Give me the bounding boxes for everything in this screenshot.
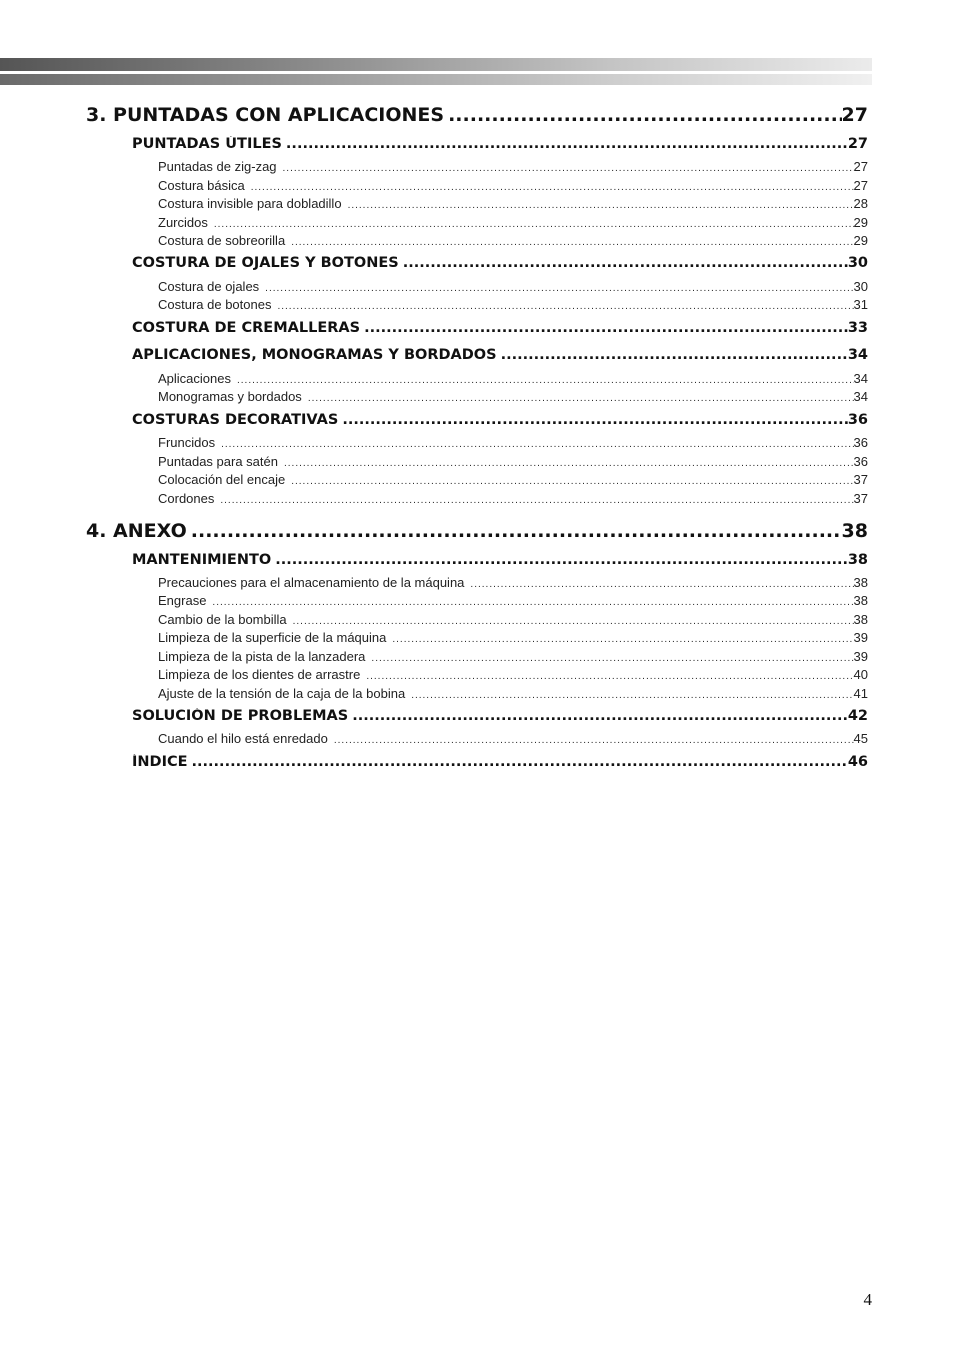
toc-entry-sub[interactable] — [158, 435, 868, 451]
dot-leader — [308, 393, 854, 404]
toc-entry-page: 45 — [853, 731, 868, 746]
dot-leader — [191, 520, 842, 542]
toc-entry-sub[interactable] — [158, 389, 868, 405]
toc-entry-title: Puntadas para satén — [158, 454, 278, 469]
dot-leader — [371, 653, 853, 664]
dot-leader — [364, 320, 848, 336]
dot-leader — [251, 182, 854, 193]
dot-leader — [286, 136, 848, 152]
toc-entry-title: SOLUCIÓN DE PROBLEMAS — [132, 708, 349, 724]
toc-entry-chap[interactable] — [86, 104, 868, 130]
dot-leader — [392, 634, 853, 645]
toc-entry-page: 38 — [853, 593, 868, 608]
toc-entry-title: Costura básica — [158, 178, 245, 193]
toc-entry-title: Colocación del encaje — [158, 472, 286, 487]
toc-entry-title: COSTURA DE OJALES Y BOTONES — [132, 255, 399, 271]
toc-entry-title: 4. ANEXO — [86, 520, 187, 542]
toc-entry-sub[interactable] — [158, 233, 868, 249]
toc-entry-sub[interactable] — [158, 575, 868, 591]
toc-entry-title: Limpieza de la superficie de la máquina — [158, 630, 387, 645]
toc-entry-page: 27 — [853, 159, 868, 174]
toc-entry-sub[interactable] — [158, 593, 868, 609]
toc-entry-title: ÍNDICE — [132, 754, 188, 770]
dot-leader — [265, 283, 853, 294]
toc-entry-title: COSTURAS DECORATIVAS — [132, 412, 339, 428]
toc-entry-sub[interactable] — [158, 649, 868, 665]
toc-entry-title: COSTURA DE CREMALLERAS — [132, 320, 361, 336]
toc-entry-page: 39 — [853, 649, 868, 664]
dot-leader — [192, 754, 848, 770]
toc-entry-page: 28 — [853, 196, 868, 211]
toc-entry-sub[interactable] — [158, 612, 868, 628]
dot-leader — [403, 255, 848, 271]
toc-entry-page: 34 — [847, 347, 868, 363]
toc-entry-page: 41 — [853, 686, 868, 701]
toc-entry-page: 37 — [853, 472, 868, 487]
toc-entry-title: Ajuste de la tensión de la caja de la bobina — [158, 686, 406, 701]
toc-entry-sub[interactable] — [158, 731, 868, 747]
toc-entry-title: Cambio de la bombilla — [158, 612, 287, 627]
header-gradient-bar-top — [0, 58, 872, 71]
toc-entry-sub[interactable] — [158, 178, 868, 194]
toc-entry-title: Limpieza de la pista de la lanzadera — [158, 649, 366, 664]
toc-entry-sec[interactable] — [132, 754, 868, 774]
toc-entry-sec[interactable] — [132, 552, 868, 572]
toc-entry-page: 29 — [853, 215, 868, 230]
dot-leader — [366, 671, 853, 682]
dot-leader — [214, 219, 854, 230]
toc-entry-page: 40 — [853, 667, 868, 682]
toc-entry-title: PUNTADAS ÚTILES — [132, 136, 282, 152]
dot-leader — [283, 163, 854, 174]
toc-entry-title: Costura de botones — [158, 297, 272, 312]
toc-entry-title: Limpieza de los dientes de arrastre — [158, 667, 361, 682]
toc-entry-page: 39 — [853, 630, 868, 645]
dot-leader — [470, 579, 853, 590]
page-number: 4 — [863, 1290, 872, 1309]
toc-entry-page: 30 — [847, 255, 868, 271]
dot-leader — [342, 412, 847, 428]
dot-leader — [277, 301, 853, 312]
toc-entry-page: 33 — [847, 320, 868, 336]
toc-entry-sec[interactable] — [132, 320, 868, 340]
dot-leader — [293, 616, 854, 627]
toc-entry-title: Cordones — [158, 491, 215, 506]
dot-leader — [284, 458, 854, 469]
toc-entry-title: MANTENIMIENTO — [132, 552, 272, 568]
toc-entry-sub[interactable] — [158, 491, 868, 507]
toc-entry-sub[interactable] — [158, 667, 868, 683]
toc-entry-title: APLICACIONES, MONOGRAMAS Y BORDADOS — [132, 347, 497, 363]
toc-entry-page: 38 — [853, 575, 868, 590]
toc-entry-page: 31 — [853, 297, 868, 312]
toc-entry-title: Engrase — [158, 593, 207, 608]
dot-leader — [237, 375, 854, 386]
toc-entry-page: 38 — [841, 520, 868, 542]
toc-entry-sub[interactable] — [158, 215, 868, 231]
dot-leader — [291, 237, 853, 248]
toc-entry-page: 36 — [853, 435, 868, 450]
toc-entry-page: 34 — [853, 389, 868, 404]
dot-leader — [291, 476, 853, 487]
toc-entry-page: 30 — [853, 279, 868, 294]
toc-entry-sub[interactable] — [158, 472, 868, 488]
toc-entry-sec[interactable] — [132, 136, 868, 156]
toc-entry-page: 27 — [853, 178, 868, 193]
dot-leader — [275, 552, 848, 568]
toc-entry-page: 38 — [853, 612, 868, 627]
toc-entry-page: 42 — [847, 708, 868, 724]
toc-entry-title: Costura de sobreorilla — [158, 233, 286, 248]
dot-leader — [348, 200, 854, 211]
toc-entry-sub[interactable] — [158, 159, 868, 175]
toc-entry-sub[interactable] — [158, 371, 868, 387]
toc-entry-title: Precauciones para el almacenamiento de la máquina — [158, 575, 465, 590]
toc-entry-title: Zurcidos — [158, 215, 208, 230]
toc-entry-sec[interactable] — [132, 347, 868, 367]
toc-entry-sub[interactable] — [158, 196, 868, 212]
toc-entry-sec[interactable] — [132, 255, 868, 275]
toc-entry-title: Monogramas y bordados — [158, 389, 302, 404]
toc-entry-chap[interactable] — [86, 520, 868, 546]
toc-entry-page: 34 — [853, 371, 868, 386]
toc-entry-title: Fruncidos — [158, 435, 216, 450]
toc-entry-sub[interactable] — [158, 686, 868, 702]
toc-entry-page: 38 — [847, 552, 868, 568]
toc-entry-page: 36 — [853, 454, 868, 469]
dot-leader — [212, 597, 853, 608]
toc-entry-sec[interactable] — [132, 708, 868, 728]
dot-leader — [334, 735, 854, 746]
toc-entry-sub[interactable] — [158, 630, 868, 646]
toc-entry-title: 3. PUNTADAS CON APLICACIONES — [86, 104, 445, 126]
toc-entry-sub[interactable] — [158, 454, 868, 470]
toc-entry-title: Costura invisible para dobladillo — [158, 196, 342, 211]
dot-leader — [501, 347, 848, 363]
toc-entry-page: 27 — [847, 136, 868, 152]
toc-entry-page: 37 — [853, 491, 868, 506]
dot-leader — [352, 708, 848, 724]
toc-entry-page: 46 — [847, 754, 868, 770]
toc-entry-title: Cuando el hilo está enredado — [158, 731, 328, 746]
dot-leader — [220, 495, 853, 506]
toc-entry-page: 36 — [847, 412, 868, 428]
toc-entry-sub[interactable] — [158, 297, 868, 313]
toc-entry-title: Puntadas de zig-zag — [158, 159, 277, 174]
toc-entry-title: Aplicaciones — [158, 371, 231, 386]
toc-entry-page: 29 — [853, 233, 868, 248]
toc-entry-page: 27 — [841, 104, 868, 126]
dot-leader — [448, 104, 841, 126]
toc-entry-sec[interactable] — [132, 412, 868, 432]
toc-entry-title: Costura de ojales — [158, 279, 260, 294]
header-gradient-bar-bottom — [0, 74, 872, 85]
dot-leader — [411, 690, 853, 701]
dot-leader — [221, 439, 853, 450]
toc-entry-sub[interactable] — [158, 279, 868, 295]
